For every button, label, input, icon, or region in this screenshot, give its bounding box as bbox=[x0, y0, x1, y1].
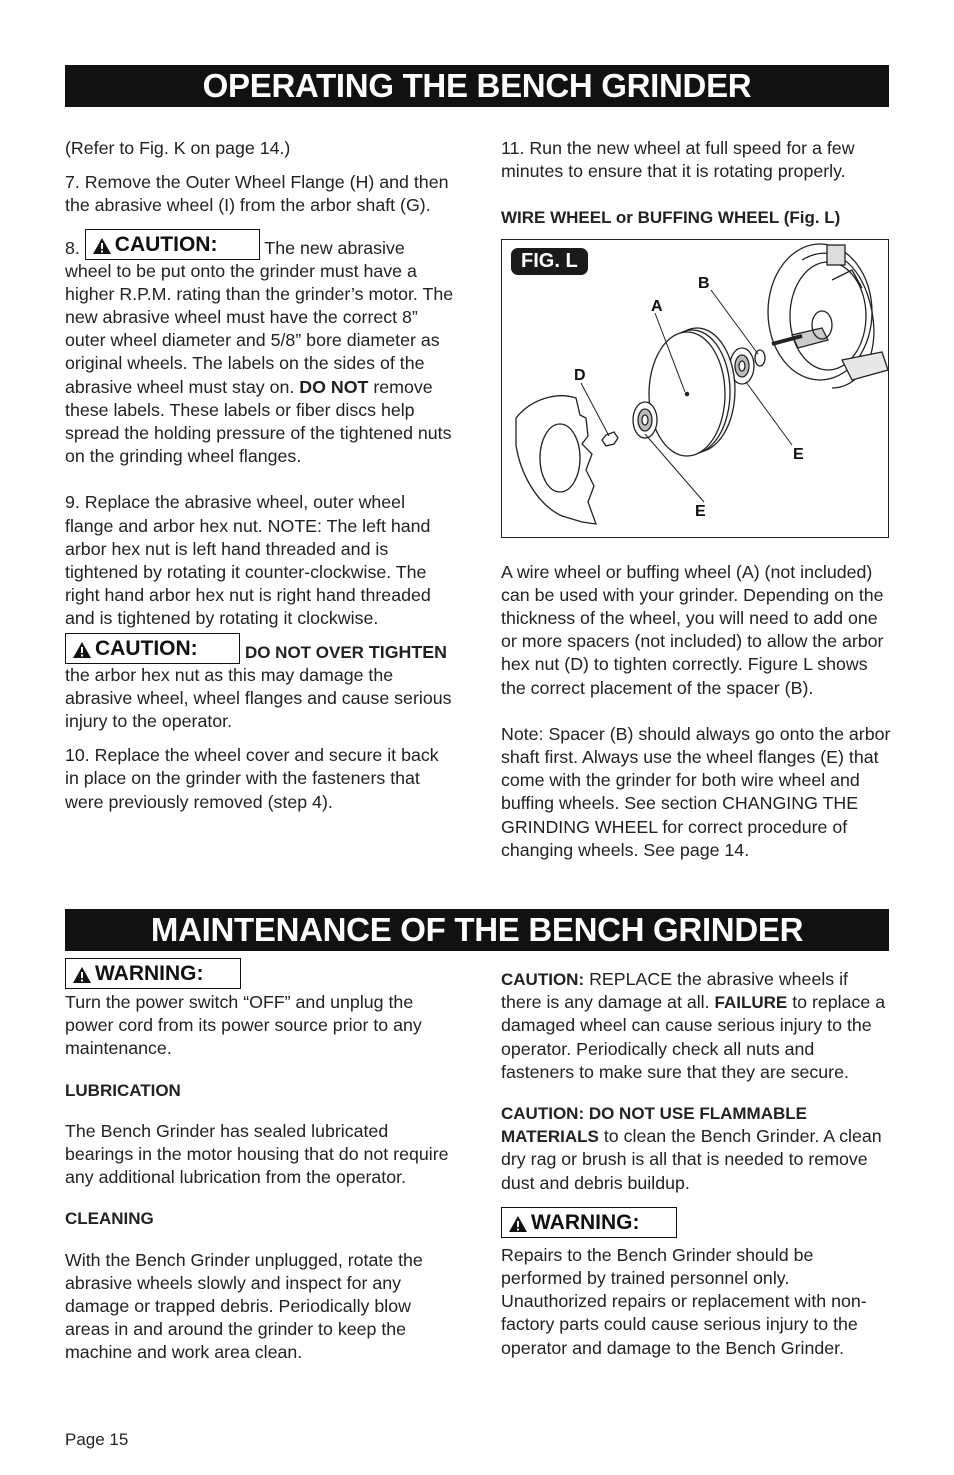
lubrication-text: The Bench Grinder has sealed lubricated bearings in the motor housing that do not require any additional lubrication from the operator. bbox=[65, 1120, 449, 1188]
caution-replace-wheels: CAUTION: REPLACE the abrasive wheels if there is any damage at all. FAILURE to replace a damaged wheel can cause serious injury to the operator. Periodically check all nuts and fasteners to make sure that they are secure. bbox=[501, 969, 886, 1082]
step-8-number: 8. bbox=[65, 237, 80, 258]
step-8 bbox=[65, 229, 455, 469]
cleaning-text: With the Bench Grinder unplugged, rotate the abrasive wheels slowly and inspect for any damage or trapped debris. Periodically blow areas in and around the grinder to keep the machine and work area clean. bbox=[65, 1249, 423, 1363]
warning-triangle-icon bbox=[72, 966, 92, 984]
step-11: 11. Run the new wheel at full speed for a few minutes to ensure that it is rotating properly. bbox=[501, 138, 855, 182]
caution-flammable: CAUTION: DO NOT USE FLAMMABLE MATERIALS to clean the Bench Grinder. A clean dry rag or brush is all that is needed to remove dust and debris buildup. bbox=[501, 1104, 882, 1193]
figure-l bbox=[501, 239, 889, 538]
refer-note: (Refer to Fig. K on page 14.) bbox=[65, 138, 291, 158]
spacer-note: Note: Spacer (B) should always go onto the arbor shaft first. Always use the wheel flanges (E) that come with the grinder for both wire wheel and buffing wheels. See section CHANGING THE GRINDING WHEEL for correct procedure of changing wheels. See page 14. bbox=[501, 723, 891, 860]
step-9: 9. Replace the abrasive wheel, outer wheel flange and arbor hex nut. NOTE: The left hand arbor hex nut is left hand threaded and is tightened by rotating it counter-clockwise. The right hand arbor hex nut is right hand threaded and is tightened by rotating it clockwise. bbox=[65, 492, 431, 629]
label-e-right: E bbox=[793, 445, 804, 463]
step-7: 7. Remove the Outer Wheel Flange (H) and then the abrasive wheel (I) from the arbor shaft (G). bbox=[65, 172, 449, 216]
maintenance-right-column bbox=[501, 968, 891, 1371]
operating-left-column bbox=[65, 137, 455, 825]
lubrication-heading: LUBRICATION bbox=[65, 1080, 181, 1100]
label-a: A bbox=[651, 297, 663, 315]
maintenance-left-column bbox=[65, 958, 455, 1376]
section-title-maintenance: MAINTENANCE OF THE BENCH GRINDER bbox=[65, 909, 889, 951]
wheel-assembly-illustration bbox=[502, 240, 890, 539]
warning-triangle-icon bbox=[92, 237, 112, 255]
caution-bold-2: TIGHTEN bbox=[368, 641, 447, 662]
warning-triangle-icon bbox=[72, 641, 92, 659]
step-8-tail: remove these labels. These labels or fiber discs help spread the holding pressure of the tightened nuts on the grinding wheel flanges. bbox=[65, 376, 452, 467]
caution-badge: CAUTION: bbox=[65, 633, 240, 664]
section-title-operating: OPERATING THE BENCH GRINDER bbox=[65, 65, 889, 107]
operating-right-column bbox=[501, 137, 891, 873]
caution-bold-1: DO NOT OVER bbox=[244, 642, 364, 662]
warning-power-text: Turn the power switch “OFF” and unplug the power cord from its power source prior to any maintenance. bbox=[65, 992, 422, 1059]
step-8-bold: DO NOT bbox=[299, 376, 369, 397]
warning-repairs-text: Repairs to the Bench Grinder should be performed by trained personnel only. Unauthorized repairs or replacement with non-factory parts could cause serious injury to the operator and damage to the Bench Grinder. bbox=[501, 1244, 867, 1358]
caution-overtighten bbox=[65, 633, 455, 734]
warning-triangle-icon bbox=[508, 1215, 528, 1233]
label-e-bottom: E bbox=[695, 502, 706, 520]
label-d: D bbox=[574, 366, 586, 384]
caution-text: the arbor hex nut as this may damage the abrasive wheel, wheel flanges and cause serious injury to the operator. bbox=[65, 664, 452, 732]
step-10: 10. Replace the wheel cover and secure it back in place on the grinder with the fasteners that were previously removed (step 4). bbox=[65, 745, 439, 812]
wire-wheel-heading: WIRE WHEEL or BUFFING WHEEL (Fig. L) bbox=[501, 208, 841, 228]
label-b: B bbox=[698, 274, 710, 292]
step-8-text: The new abrasive wheel to be put onto the grinder must have a higher R.P.M. rating than the grinder’s motor. The new abrasive wheel must have the correct 8” outer wheel diameter and 5/8” bore diameter as original wheels. The labels on the sides of the abrasive wheel must stay on. bbox=[65, 237, 454, 397]
caution-badge: CAUTION: bbox=[85, 229, 260, 260]
wire-wheel-paragraph: A wire wheel or buffing wheel (A) (not included) can be used with your grinder. Depending on the thickness of the wheel, you will need to add one or more spacers (not included) to allow the arbor hex nut (D) to tighten correctly. Figure L shows the correct placement of the spacer (B). bbox=[501, 561, 884, 698]
page-number: Page 15 bbox=[65, 1430, 129, 1449]
cleaning-heading: CLEANING bbox=[65, 1209, 154, 1229]
figure-label-badge: FIG. L bbox=[511, 248, 588, 275]
warning-badge: WARNING: bbox=[65, 958, 241, 989]
warning-badge: WARNING: bbox=[501, 1207, 677, 1238]
